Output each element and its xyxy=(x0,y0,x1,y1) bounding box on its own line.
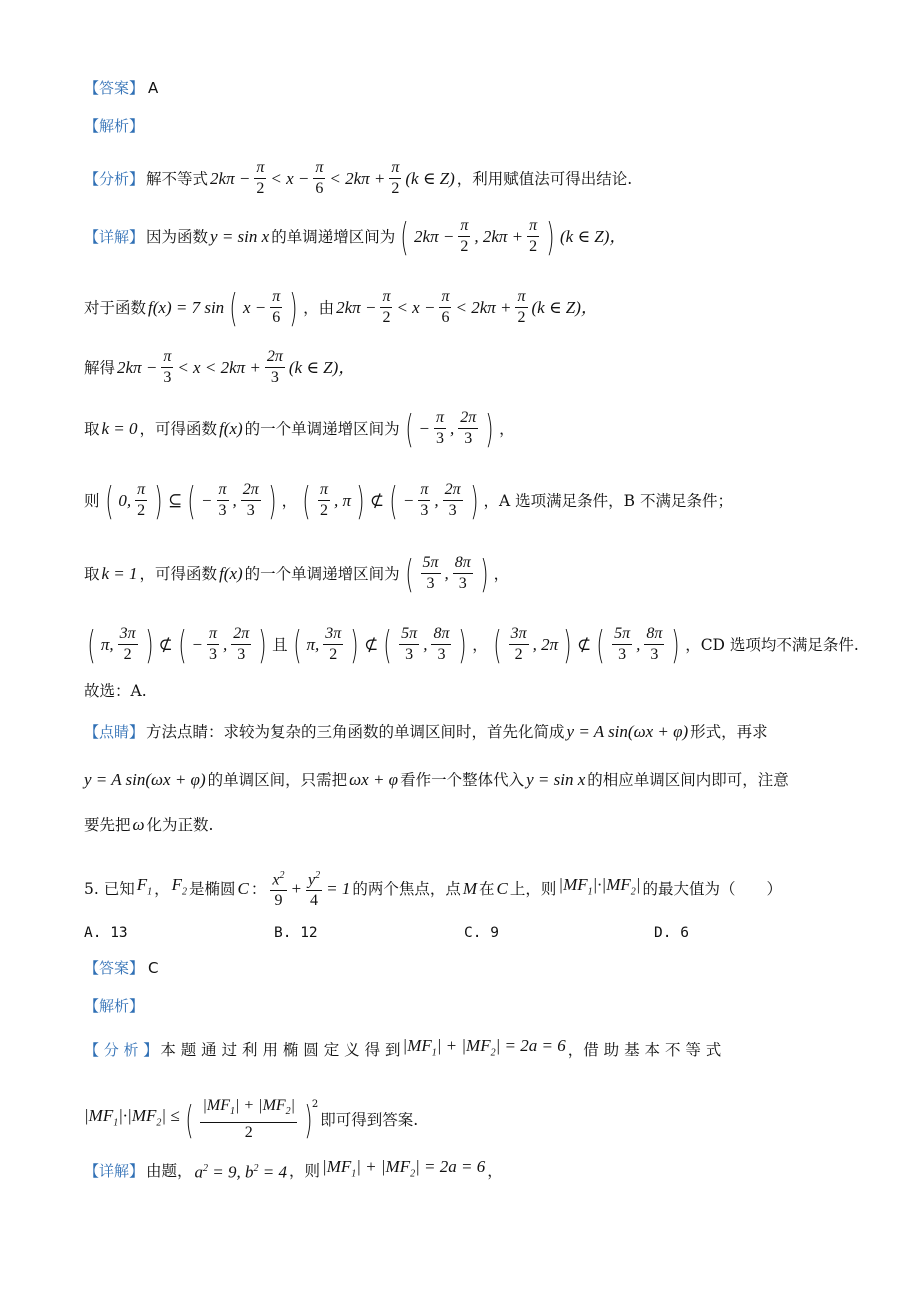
fenxi-tag: 【分析】 xyxy=(84,169,145,188)
q5-answer-line xyxy=(84,957,850,979)
guxuan-line xyxy=(84,680,850,702)
answer-options xyxy=(84,925,844,941)
answer-line xyxy=(84,77,850,99)
stem-text: 5. 已知 xyxy=(84,879,135,898)
q5-xiangjie-line: 【详解】 由题， $a^2 = 9$, $b^2 = 4$ ，则 $|MF_1| + |MF_2| = 2a = 6$ ， xyxy=(84,1157,503,1182)
dianjing-text-2: 形式，再求 xyxy=(690,723,768,741)
dianjing-text-7: 化为正数. xyxy=(146,816,214,834)
stem-text-2: ， xyxy=(154,879,170,898)
sin-function: y = sin x xyxy=(210,226,270,246)
line-text-2: ，可得函数 xyxy=(139,419,218,438)
stem-text-5: 在 xyxy=(479,879,495,898)
dianjing-text-3: 的单调区间，只需把 xyxy=(207,771,348,789)
xiangjie-line-5: 则 ( 0, $\frac{\pi}{2}$ ) ⊆ ( − $\frac{\pi}{3}$ , $\frac{2\pi}{3}$ ) ， ( $\frac{\pi}{2}$ , π ) ⊄ ( − $\frac{\pi}{3}$ , $\frac{2\pi}{3}$ ) ，A 选项满足条件，B 不满足条件； xyxy=(84,478,733,523)
question-5-stem: 5. 已知 $F_1$ ， $F_2$ 是椭圆 C ： $\frac{x^2}{9}$ + $\frac{y^2}{4}$ = 1 的两个焦点，点 M 在 C 上，则 $|MF_1|\cdot|MF_2|$ 的最大值为（ ） xyxy=(84,866,850,911)
stem-text-7: 的最大值为（ ） xyxy=(642,879,782,898)
line-text-2: ，可得函数 xyxy=(139,564,218,583)
xiangjie-line-6: 取 k = 1 ，可得函数 f(x) 的一个单调递增区间为 ( $\frac{5\pi}{3}$ , $\frac{8\pi}{3}$ ) ， xyxy=(84,551,510,596)
line-text: 取 xyxy=(84,564,100,583)
fenxi-line: 【分析】 解不等式 2kπ − $\frac{\pi}{2}$ < x − $\frac{\pi}{6}$ < 2kπ + $\frac{\pi}{2}$ (k ∈ Z) ，利用赋值法可得出结论. xyxy=(84,159,633,197)
xiangjie-line-7: ( π, $\frac{3\pi}{2}$ ) ⊄ ( − $\frac{\pi}{3}$ , $\frac{2\pi}{3}$ ) 且 ( π, $\frac{3\pi}{2}$ ) ⊄ ( $\frac{5\pi}{3}$ , $\frac{8\pi}{3}$ ) ， ( $\frac{3\pi}{2}$ , 2π ) ⊄ ( $\frac{5\pi}{3}$ , $\frac{8\pi}{3}$ ) ，CD 选项均不满足条件. xyxy=(87,622,859,667)
fenxi-text-3: 即可得到答案. xyxy=(320,1110,419,1129)
stem-text-6: 上，则 xyxy=(509,879,557,898)
xiangjie-text-2: ，则 xyxy=(289,1161,321,1180)
xiangjie-line-2: 对于函数 f(x) = 7 sin ( x − $\frac{\pi}{6}$ ) ，由 2kπ − $\frac{\pi}{2}$ < x − $\frac{\pi}{6}$ < 2kπ + $\frac{\pi}{2}$ (k ∈ Z)， xyxy=(84,285,598,330)
q5-fenxi-line-1: 【 分 析 】 本 题 通 过 利 用 椭 圆 定 义 得 到 $|MF_1| + |MF_2| = 2a = 6$ ，借 助 基 本 不 等 式 xyxy=(84,1036,722,1059)
xiangjie-text-2: 的单调递增区间为 xyxy=(271,227,396,246)
xiangjie-text-3: ， xyxy=(487,1161,503,1180)
line-text: 则 xyxy=(84,491,100,510)
analysis-tag: 【解析】 xyxy=(84,117,145,135)
fenxi-conclusion: ，利用赋值法可得出结论. xyxy=(456,169,633,188)
xiangjie-text: 由题， xyxy=(146,1161,193,1180)
and-text: 且 xyxy=(272,635,288,654)
option-d: D. 6 xyxy=(654,925,689,941)
line-text: ，CD 选项均不满足条件. xyxy=(685,635,859,654)
line-text-3: 的一个单调递增区间为 xyxy=(244,564,400,583)
q5-fenxi-line-2: $|MF_1|\cdot|MF_2|$ ≤ ( $\frac{|MF_1| + |MF_2|}{2}$ ) $^2$ 即可得到答案. xyxy=(84,1097,419,1142)
fenxi-text-2: ，借 助 基 本 不 等 式 xyxy=(567,1040,722,1059)
dianjing-text-4: 看作一个整体代入 xyxy=(400,771,525,789)
line-text: 对于函数 xyxy=(84,298,147,317)
final-choice: 故选：A. xyxy=(84,682,147,700)
xiangjie-tag: 【详解】 xyxy=(84,1161,145,1180)
dianjing-line-1: 【点睛】 方法点睛：求较为复杂的三角函数的单调区间时，首先化简成 y = A sin(ωx + φ) 形式，再求 xyxy=(84,722,768,741)
fenxi-text: 本 题 通 过 利 用 椭 圆 定 义 得 到 xyxy=(160,1040,401,1059)
stem-text-4: 的两个焦点，点 xyxy=(352,879,461,898)
option-c: C. 9 xyxy=(464,925,499,941)
option-a: A. 13 xyxy=(84,925,128,941)
dianjing-line-2: y = A sin(ωx + φ) 的单调区间，只需把 ωx + φ 看作一个整体代入 y = sin x 的相应单调区间内即可，注意 xyxy=(84,770,789,789)
dianjing-text: 方法点睛：求较为复杂的三角函数的单调区间时，首先化简成 xyxy=(146,723,565,741)
answer-tag: 【答案】 xyxy=(84,959,145,977)
xiangjie-line-1: 【详解】 因为函数 y = sin x 的单调递增区间为 ( 2kπ − $\frac{\pi}{2}$ , 2kπ + $\frac{\pi}{2}$ ) (k ∈ Z)， xyxy=(84,214,627,259)
xiangjie-text: 因为函数 xyxy=(146,227,209,246)
analysis-heading xyxy=(84,115,850,137)
dianjing-text-6: 要先把 xyxy=(84,816,131,834)
answer-value: A xyxy=(148,79,159,97)
answer-tag: 【答案】 xyxy=(84,79,145,97)
line-text: 解得 xyxy=(84,358,116,377)
line-text-2: ，由 xyxy=(303,298,335,317)
xiangjie-tag: 【详解】 xyxy=(84,227,145,246)
line-text-2: ，A 选项满足条件，B 不满足条件； xyxy=(483,491,733,510)
dianjing-text-5: 的相应单调区间内即可，注意 xyxy=(587,771,789,789)
xiangjie-line-3: 解得 2kπ − $\frac{\pi}{3}$ < x < 2kπ + $\frac{2\pi}{3}$ (k ∈ Z)， xyxy=(84,348,356,386)
analysis-tag: 【解析】 xyxy=(84,997,145,1015)
fenxi-text: 解不等式 xyxy=(146,169,209,188)
q5-analysis-heading xyxy=(84,995,850,1017)
answer-value: C xyxy=(148,959,159,977)
xiangjie-line-4: 取 k = 0 ，可得函数 f(x) 的一个单调递增区间为 ( − $\frac{\pi}{3}$ , $\frac{2\pi}{3}$ ) ， xyxy=(84,406,515,451)
line-text: 取 xyxy=(84,419,100,438)
option-b: B. 12 xyxy=(274,925,318,941)
stem-text-3: 是椭圆 xyxy=(189,879,236,898)
dianjing-tag: 【点睛】 xyxy=(84,723,145,741)
dianjing-line-3: 要先把 ω 化为正数. xyxy=(84,815,214,834)
fenxi-tag: 【 分 析 】 xyxy=(84,1040,159,1059)
line-text-3: 的一个单调递增区间为 xyxy=(244,419,400,438)
